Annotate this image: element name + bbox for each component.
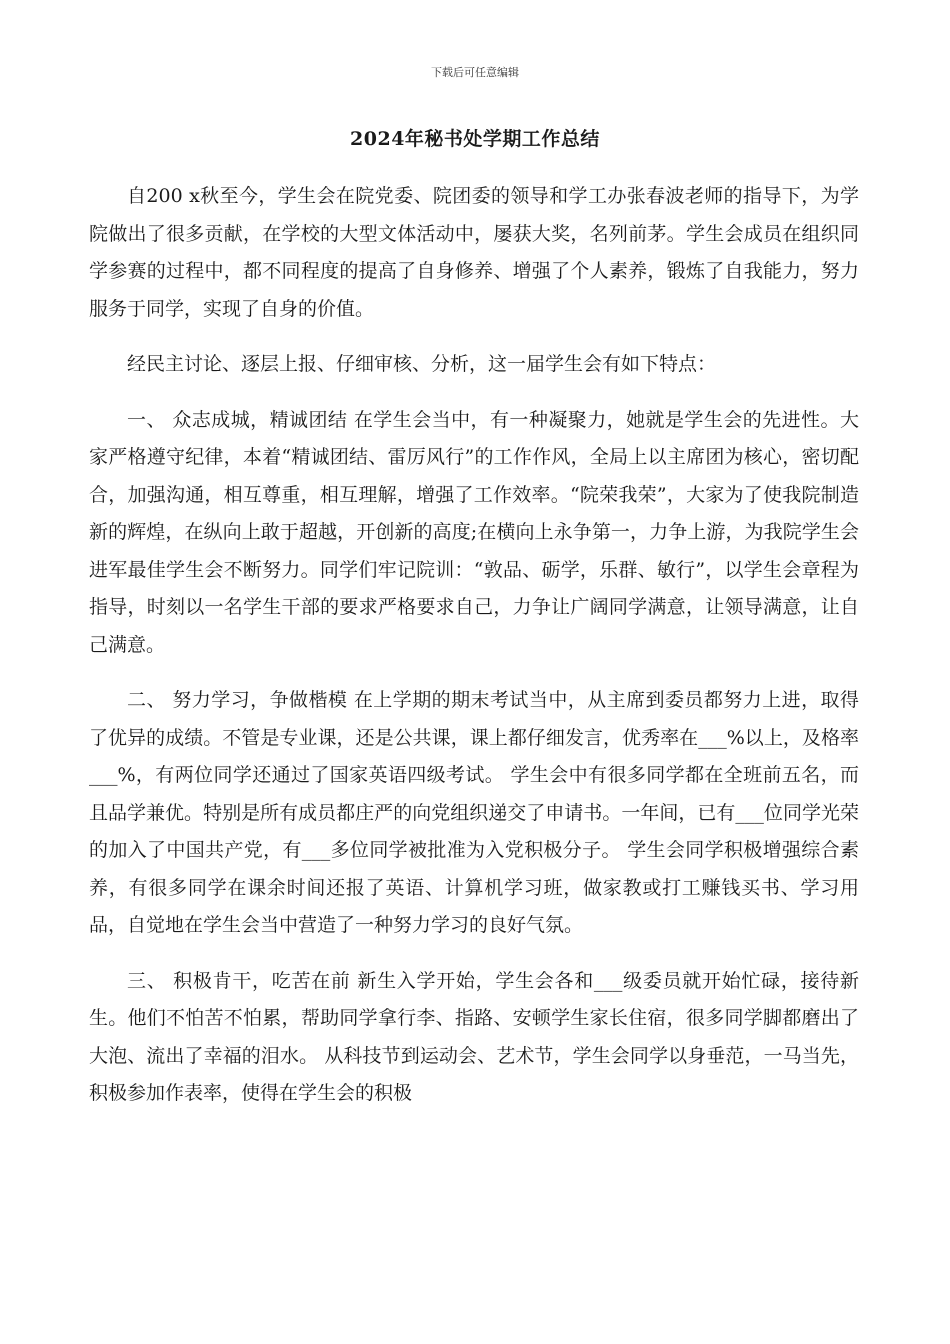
paragraph-section-one: 一、 众志成城，精诚团结 在学生会当中，有一种凝聚力，她就是学生会的先进性。大家严格遵守纪律，本着“精诚团结、雷厉风行”的工作作风，全局上以主席团为核心，密切配合，加强沟通，相互尊重，相互理解，增强了工作效率。“院荣我荣”，大家为了使我院制造新的辉煌，在纵向上敢于超越，开创新的高度;在横向上永争第一，力争上游，为我院学生会进军最佳学生会不断努力。同学们牢记院训：“敦品、砺学，乐群、敏行”，以学生会章程为指导，时刻以一名学生干部的要求严格要求自己，力争让广阔同学满意，让领导满意，让自己满意。	[89, 408, 859, 656]
header-note: 下载后可任意编辑	[431, 66, 519, 79]
paragraph-section-two: 二、 努力学习，争做楷模 在上学期的期末考试当中，从主席到委员都努力上进，取得了优异的成绩。不管是专业课，还是公共课，课上都仔细发言，优秀率在___%以上，及格率___%，有两位同学还通过了国家英语四级考试。 学生会中有很多同学都在全班前五名，而且品学兼优。特别是所有成员都庄严的向党组织递交了申请书。一年间，已有___位同学光荣的加入了中国共产党，有___多位同学被批准为入党积极分子。 学生会同学积极增强综合素养，有很多同学在课余时间还报了英语、计算机学习班，做家教或打工赚钱买书、学习用品，自觉地在学生会当中营造了一种努力学习的良好气氛。	[89, 689, 859, 936]
paragraph-features-lead: 经民主讨论、逐层上报、仔细审核、分析，这一届学生会有如下特点：	[127, 353, 717, 375]
document-title: 2024年秘书处学期工作总结	[350, 128, 600, 150]
paragraph-section-three: 三、 积极肯干，吃苦在前 新生入学开始，学生会各和___级委员就开始忙碌，接待新生。他们不怕苦不怕累，帮助同学拿行李、指路、安顿学生家长住宿，很多同学脚都磨出了大泡、流出了幸福的泪水。 从科技节到运动会、艺术节，学生会同学以身垂范，一马当先，积极参加作表率，使得在学生会的积极	[89, 969, 859, 1104]
paragraph-intro: 自200 x秋至今，学生会在院党委、院团委的领导和学工办张春波老师的指导下，为学院做出了很多贡献，在学校的大型文体活动中，屡获大奖，名列前茅。学生会成员在组织同学参赛的过程中，都不同程度的提高了自身修养、增强了个人素养，锻炼了自我能力，努力服务于同学，实现了自身的价值。	[89, 185, 859, 320]
document-body	[89, 178, 859, 1131]
